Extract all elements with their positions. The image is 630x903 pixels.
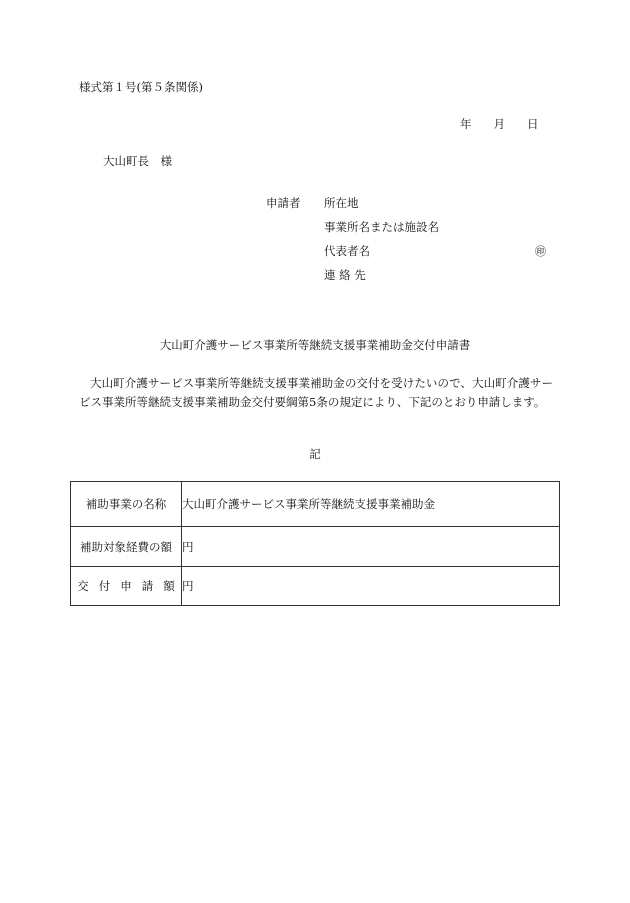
- facility-name-label: 事業所名または施設名: [324, 220, 439, 234]
- date-day: 日: [527, 117, 539, 131]
- contact-label: 連 絡 先: [324, 268, 366, 282]
- date-month: 月: [493, 117, 505, 131]
- table-row: [71, 527, 560, 567]
- table-row: [71, 567, 560, 606]
- date-line: [460, 119, 539, 131]
- table-row: [71, 482, 560, 527]
- eligible-cost-label: 補助対象経費の額: [71, 527, 182, 567]
- applicant-label: 申請者: [266, 196, 301, 210]
- representative-label: 代表者名: [324, 244, 370, 258]
- date-year: 年: [460, 117, 472, 131]
- grant-details-table: [70, 481, 560, 606]
- eligible-cost-value: 円: [182, 527, 560, 567]
- seal-mark: ㊞: [535, 245, 546, 258]
- application-body-text: 大山町介護サービス事業所等継続支援事業補助金の交付を受けたいので、大山町介護サービス事業所等継続支援事業補助金交付要綱第5条の規定により、下記のとおり申請します。: [79, 376, 553, 409]
- requested-amount-value: 円: [182, 567, 560, 606]
- addressee: 大山町長 様: [103, 154, 172, 168]
- project-name-value: 大山町介護サービス事業所等継続支援事業補助金: [182, 482, 560, 527]
- address-label: 所在地: [324, 196, 359, 210]
- form-number: 様式第１号(第５条関係): [79, 80, 203, 94]
- document-title: 大山町介護サービス事業所等継続支援事業補助金交付申請書: [159, 338, 471, 352]
- ki-heading: 記: [309, 447, 321, 461]
- project-name-label: 補助事業の名称: [71, 482, 182, 527]
- requested-amount-label: 交付申請額: [71, 567, 182, 606]
